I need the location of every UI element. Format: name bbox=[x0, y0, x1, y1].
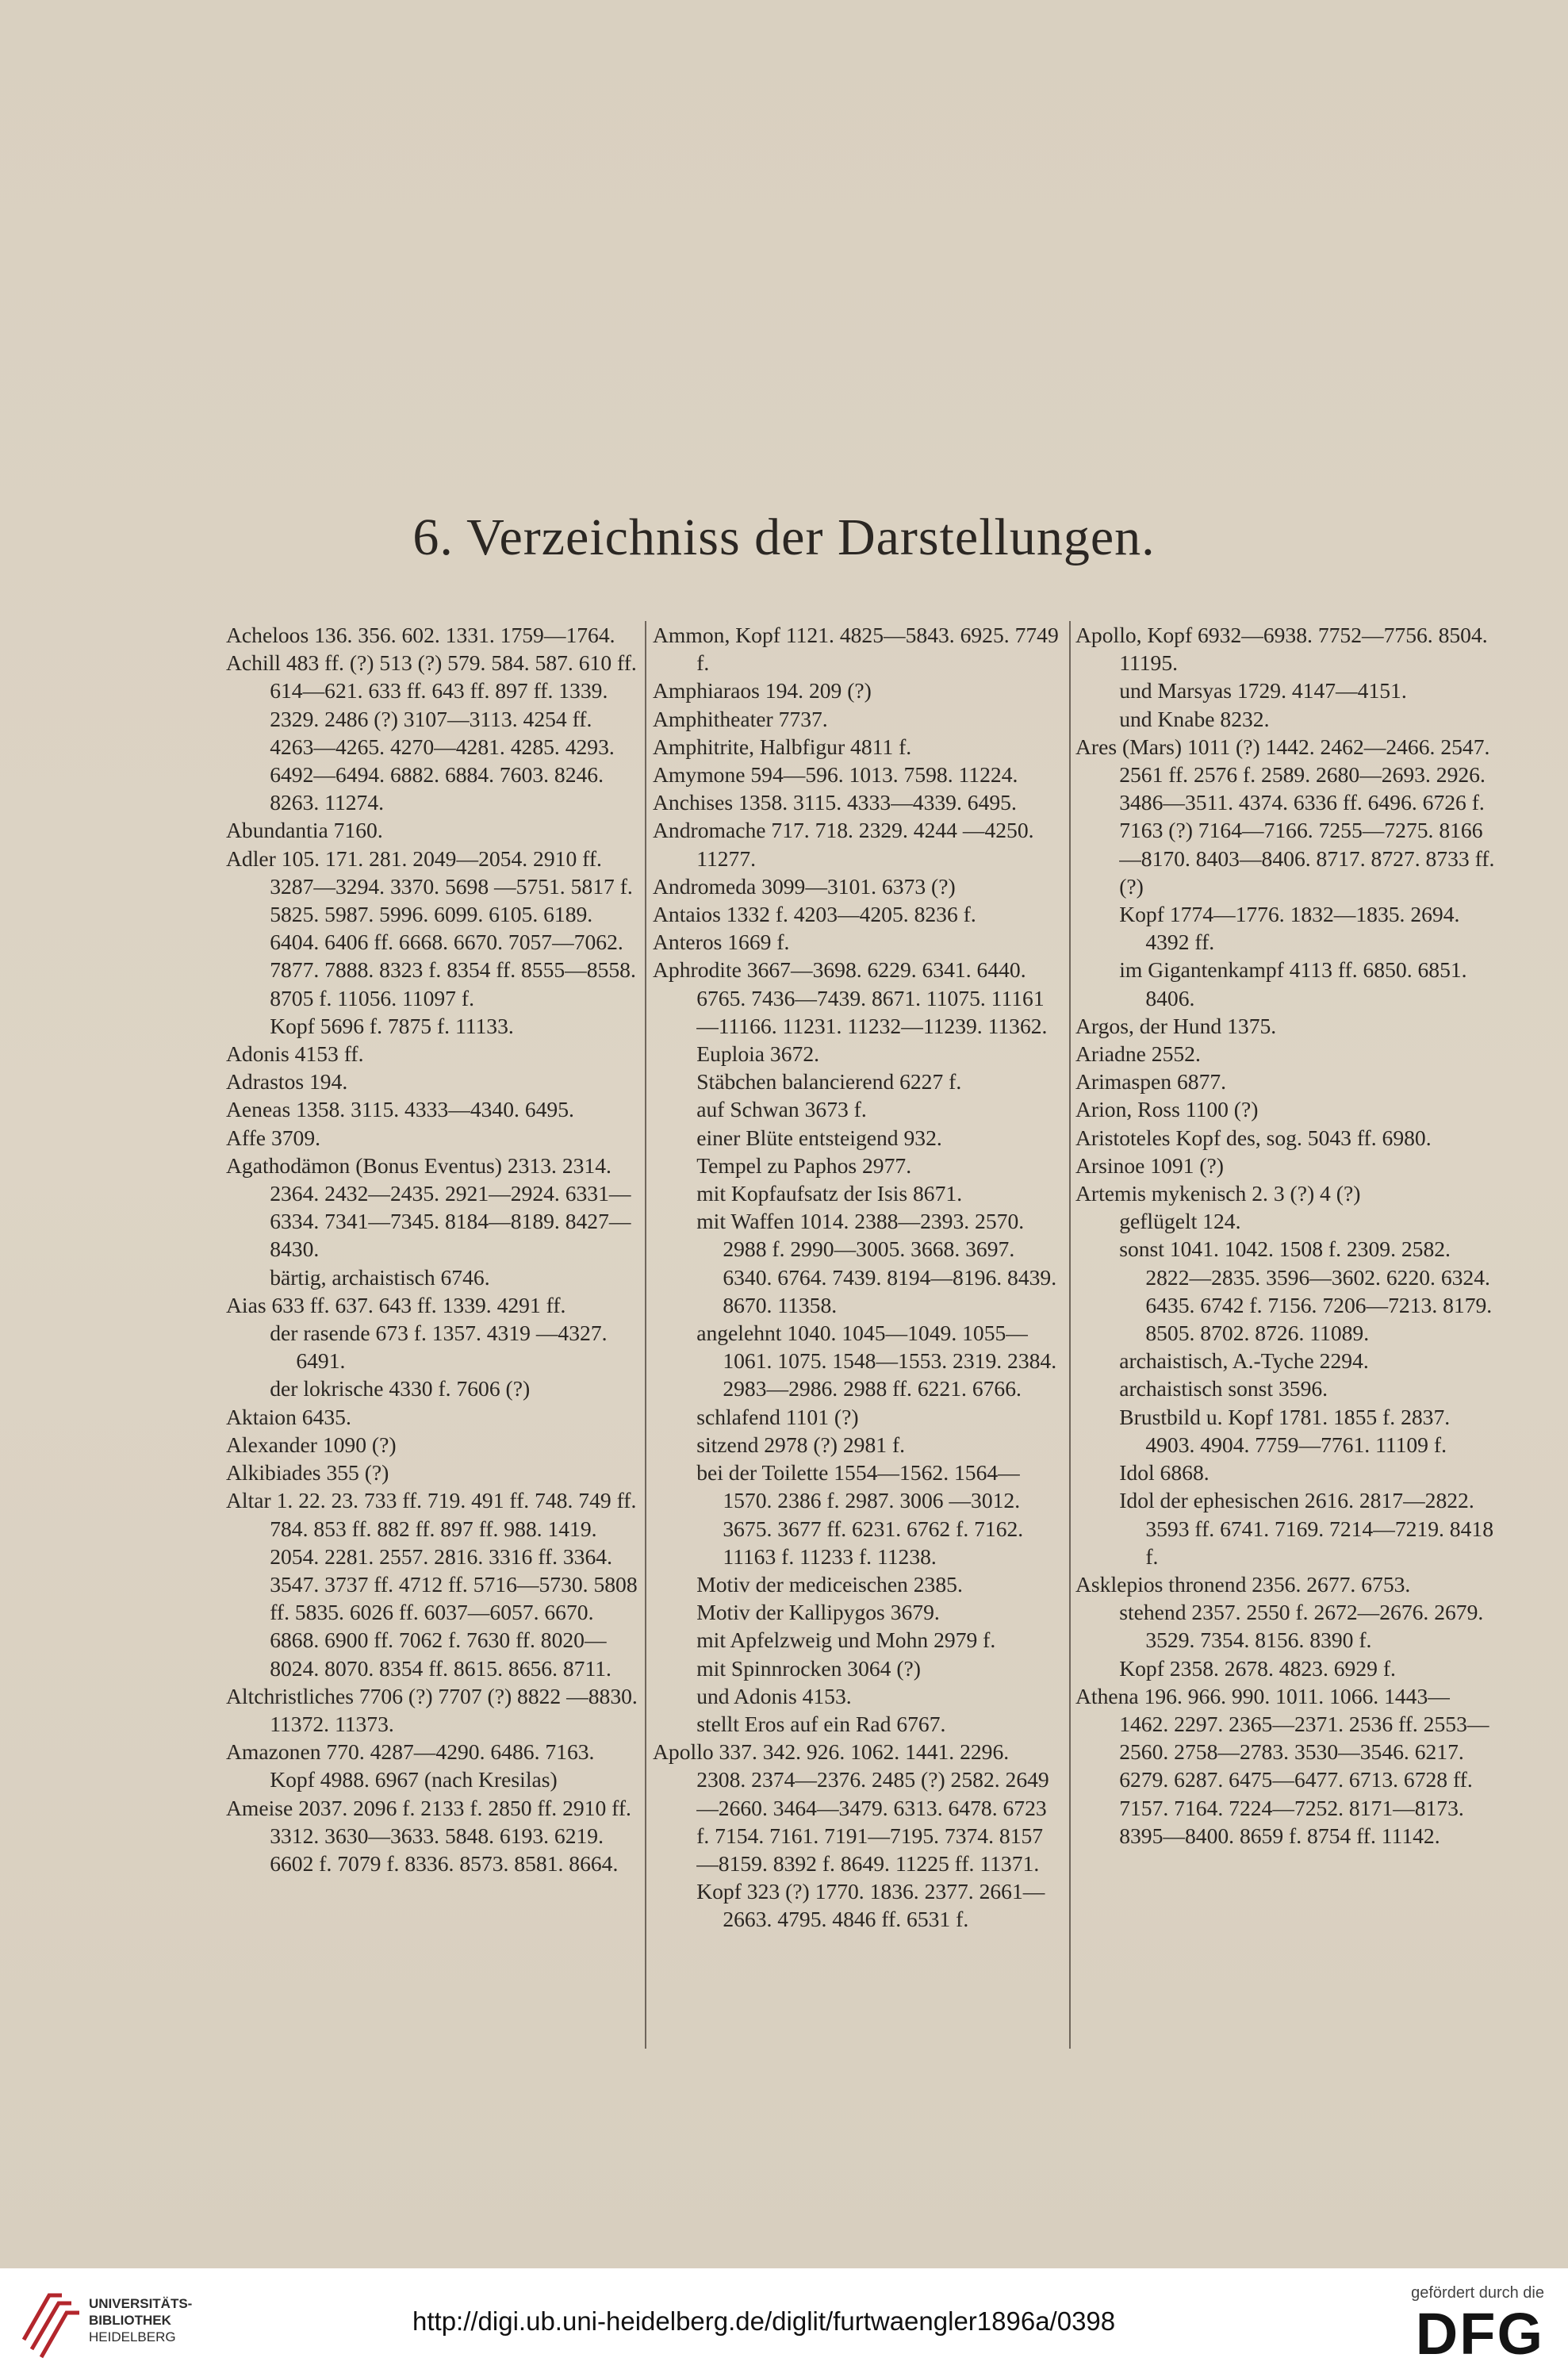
index-subentry: Kopf 1774—1776. 1832—1835. 2694. 4392 ff. bbox=[1119, 902, 1460, 955]
index-subentry: im Gigantenkampf 4113 ff. 6850. 6851. 8406. bbox=[1119, 957, 1467, 1010]
index-entry: Ariadne 2552. bbox=[1075, 1041, 1201, 1067]
index-entry: Arsinoe 1091 (?) bbox=[1075, 1152, 1224, 1178]
index-subentry: mit Apfelzweig und Mohn 2979 f. bbox=[696, 1627, 996, 1653]
index-entry: Amphitheater 7737. bbox=[653, 706, 828, 731]
index-entry: Aristoteles Kopf des, sog. 5043 ff. 6980. bbox=[1075, 1125, 1432, 1150]
index-subentry: archaistisch sonst 3596. bbox=[1119, 1376, 1328, 1401]
index-entry: Alkibiades 355 (?) bbox=[226, 1460, 389, 1486]
index-entry: Abundantia 7160. bbox=[226, 818, 383, 843]
index-subentry: Motiv der Kallipygos 3679. bbox=[696, 1600, 940, 1625]
index-subentry: angelehnt 1040. 1045—1049. 1055—1061. 1075. 1548—1553. 2319. 2384. 2983—2986. 2988 ff. 6221. 6766. bbox=[696, 1321, 1057, 1401]
index-entry: Asklepios thronend 2356. 2677. 6753. bbox=[1075, 1571, 1411, 1597]
index-subentry: Kopf 4988. 6967 (nach Kresilas) bbox=[270, 1767, 558, 1792]
index-subentry: bärtig, archaistisch 6746. bbox=[270, 1264, 490, 1290]
index-subentry: Kopf 5696 f. 7875 f. 11133. bbox=[270, 1013, 514, 1038]
index-entry: Adler 105. 171. 281. 2049—2054. 2910 ff. 3287—3294. 3370. 5698 —5751. 5817 f. 5825. 5987. 5996. 6099. 6105. 6189. 6404. 6406 ff. 6668. 6670. 7057—7062. 7877. 7888. 8323 f. 8354 ff. 8555—8558. 8705 f. 11056. 11097 f. bbox=[226, 845, 636, 1010]
index-subentry: stehend 2357. 2550 f. 2672—2676. 2679. 3529. 7354. 8156. 8390 f. bbox=[1119, 1600, 1484, 1653]
index-entry: Ameise 2037. 2096 f. 2133 f. 2850 ff. 2910 ff. 3312. 3630—3633. 5848. 6193. 6219. 6602 f. 7079 f. 8336. 8573. 8581. 8664. bbox=[226, 1795, 631, 1876]
index-entry: Ares (Mars) 1011 (?) 1442. 2462—2466. 2547. 2561 ff. 2576 f. 2589. 2680—2693. 2926. 3486—3511. 4374. 6336 ff. 6496. 6726 f. 7163 (?) 7164—7166. 7255—7275. 8166—8170. 8403—8406. 8717. 8727. 8733 ff. (?) bbox=[1075, 734, 1495, 899]
index-subentry: Stäbchen balancierend 6227 f. bbox=[696, 1069, 962, 1095]
index-entry: Affe 3709. bbox=[226, 1125, 321, 1150]
index-subentry: und Adonis 4153. bbox=[696, 1683, 852, 1708]
index-entry: Argos, der Hund 1375. bbox=[1075, 1013, 1277, 1038]
index-subentry: sonst 1041. 1042. 1508 f. 2309. 2582. 2822—2835. 3596—3602. 6220. 6324. 6435. 6742 f. 7156. 7206—7213. 8179. 8505. 8702. 8726. 11089. bbox=[1119, 1236, 1493, 1346]
index-entry: Arion, Ross 1100 (?) bbox=[1075, 1097, 1259, 1122]
index-entry: Andromeda 3099—3101. 6373 (?) bbox=[653, 873, 956, 899]
index-subentry: der lokrische 4330 f. 7606 (?) bbox=[270, 1376, 531, 1401]
index-subentry: und Marsyas 1729. 4147—4151. bbox=[1119, 678, 1407, 704]
index-entry: Acheloos 136. 356. 602. 1331. 1759—1764. bbox=[226, 623, 615, 647]
index-subentry: Motiv der mediceischen 2385. bbox=[696, 1571, 963, 1597]
index-subentry: und Knabe 8232. bbox=[1119, 706, 1270, 731]
index-entry: Adrastos 194. bbox=[226, 1069, 348, 1095]
index-subentry: sitzend 2978 (?) 2981 f. bbox=[696, 1432, 906, 1457]
funded-by-label: gefördert durch die bbox=[1411, 2284, 1544, 2302]
index-subentry: Idol der ephesischen 2616. 2817—2822. 3593 ff. 6741. 7169. 7214—7219. 8418 f. bbox=[1119, 1488, 1493, 1569]
index-subentry: Idol 6868. bbox=[1119, 1460, 1210, 1486]
page-title: 6. Verzeichniss der Darstellungen. bbox=[412, 508, 1156, 566]
index-column-3 bbox=[1075, 621, 1496, 2065]
index-entry: Ammon, Kopf 1121. 4825—5843. 6925. 7749 f. bbox=[653, 623, 1059, 676]
index-entry: Altar 1. 22. 23. 733 ff. 719. 491 ff. 748. 749 ff. 784. 853 ff. 882 ff. 897 ff. 988. 1419. 2054. 2281. 2557. 2816. 3316 ff. 3364. 3547. 3737 ff. 4712 ff. 5716—5730. 5808 ff. 5835. 6026 ff. 6037—6057. 6670. 6868. 6900 ff. 7062 f. 7630 ff. 8020—8024. 8070. 8354 ff. 8615. 8656. 8711. bbox=[226, 1488, 638, 1681]
index-entry: Andromache 717. 718. 2329. 4244 —4250. 11277. bbox=[653, 818, 1034, 871]
index-entry: Achill 483 ff. (?) 513 (?) 579. 584. 587. 610 ff. 614—621. 633 ff. 643 ff. 897 ff. 1339. 2329. 2486 (?) 3107—3113. 4254 ff. 4263—4265. 4270—4281. 4285. 4293. 6492—6494. 6882. 6884. 7603. 8246. 8263. 11274. bbox=[226, 650, 637, 815]
index-subentry: archaistisch, A.-Tyche 2294. bbox=[1119, 1348, 1369, 1374]
index-entry: Altchristliches 7706 (?) 7707 (?) 8822 —8830. 11372. 11373. bbox=[226, 1683, 638, 1736]
index-subentry: Kopf 323 (?) 1770. 1836. 2377. 2661—2663. 4795. 4846 ff. 6531 f. bbox=[696, 1879, 1045, 1932]
index-subentry: einer Blüte entsteigend 932. bbox=[696, 1125, 942, 1150]
permalink-url[interactable]: http://digi.ub.uni-heidelberg.de/diglit/furtwaengler1896a/0398 bbox=[412, 2306, 1116, 2336]
column-rule-2 bbox=[1069, 621, 1071, 2049]
viewer-footer bbox=[0, 2268, 1568, 2377]
index-subentry: bei der Toilette 1554—1562. 1564—1570. 2386 f. 2987. 3006 —3012. 3675. 3677 ff. 6231. 6762 f. 7162. 11163 f. 11233 f. 11238. bbox=[696, 1460, 1024, 1569]
index-subentry: mit Kopfaufsatz der Isis 8671. bbox=[696, 1181, 963, 1206]
index-subentry: Tempel zu Paphos 2977. bbox=[696, 1152, 912, 1178]
index-entry: Athena 196. 966. 990. 1011. 1066. 1443—1462. 2297. 2365—2371. 2536 ff. 2553—2560. 2758—2783. 3530—3546. 6217. 6279. 6287. 6475—6477. 6713. 6728 ff. 7157. 7164. 7224—7252. 8171—8173. 8395—8400. 8659 f. 8754 ff. 11142. bbox=[1075, 1683, 1489, 1848]
index-entry: Arimaspen 6877. bbox=[1075, 1069, 1227, 1095]
index-entry: Amymone 594—596. 1013. 7598. 11224. bbox=[653, 762, 1018, 788]
index-subentry: Kopf 2358. 2678. 4823. 6929 f. bbox=[1119, 1655, 1396, 1681]
column-rule-1 bbox=[645, 621, 646, 2049]
dfg-logo: DFG bbox=[1415, 2301, 1544, 2367]
index-entry: Aktaion 6435. bbox=[226, 1404, 351, 1429]
index-entry: Aeneas 1358. 3115. 4333—4340. 6495. bbox=[226, 1097, 574, 1122]
library-name-line-2: BIBLIOTHEK bbox=[89, 2313, 171, 2328]
index-entry: Amphiaraos 194. 209 (?) bbox=[653, 678, 872, 704]
index-entry: Amphitrite, Halbfigur 4811 f. bbox=[653, 734, 912, 759]
index-entry: Apollo, Kopf 6932—6938. 7752—7756. 8504. 11195. bbox=[1075, 623, 1488, 676]
index-entry: Anchises 1358. 3115. 4333—4339. 6495. bbox=[653, 790, 1017, 815]
index-subentry: geflügelt 124. bbox=[1119, 1209, 1241, 1234]
index-subentry: mit Waffen 1014. 2388—2393. 2570. 2988 f. 2990—3005. 3668. 3697. 6340. 6764. 7439. 8194—8196. 8439. 8670. 11358. bbox=[696, 1209, 1057, 1317]
index-entry: Aias 633 ff. 637. 643 ff. 1339. 4291 ff. bbox=[226, 1292, 566, 1317]
index-entry: Anteros 1669 f. bbox=[653, 930, 790, 955]
index-subentry: mit Spinnrocken 3064 (?) bbox=[696, 1655, 921, 1681]
index-subentry: schlafend 1101 (?) bbox=[696, 1404, 859, 1429]
index-entry: Amazonen 770. 4287—4290. 6486. 7163. bbox=[226, 1739, 595, 1765]
index-entry: Antaios 1332 f. 4203—4205. 8236 f. bbox=[653, 902, 976, 927]
index-entry: Adonis 4153 ff. bbox=[226, 1041, 364, 1067]
index-subentry: Brustbild u. Kopf 1781. 1855 f. 2837. 4903. 4904. 7759—7761. 11109 f. bbox=[1119, 1404, 1451, 1457]
index-subentry: auf Schwan 3673 f. bbox=[696, 1097, 867, 1122]
library-name-line-3: HEIDELBERG bbox=[89, 2329, 176, 2344]
library-name bbox=[89, 2295, 192, 2345]
library-name-line-1: UNIVERSITÄTS- bbox=[89, 2296, 193, 2311]
index-column-2 bbox=[653, 621, 1064, 2065]
index-entry: Apollo 337. 342. 926. 1062. 1441. 2296. 2308. 2374—2376. 2485 (?) 2582. 2649—2660. 3464—3479. 6313. 6478. 6723 f. 7154. 7161. 7191—7195. 7374. 8157—8159. 8392 f. 8649. 11225 ff. 11371. bbox=[653, 1739, 1049, 1876]
index-column-1 bbox=[226, 621, 638, 2065]
index-subentry: stellt Eros auf ein Rad 6767. bbox=[696, 1711, 946, 1736]
index-entry: Artemis mykenisch 2. 3 (?) 4 (?) bbox=[1075, 1181, 1361, 1206]
index-entry: Aphrodite 3667—3698. 6229. 6341. 6440. 6765. 7436—7439. 8671. 11075. 11161—11166. 11231. 11232—11239. 11362. bbox=[653, 957, 1048, 1038]
index-entry: Agathodämon (Bonus Eventus) 2313. 2314. 2364. 2432—2435. 2921—2924. 6331—6334. 7341—7345. 8184—8189. 8427—8430. bbox=[226, 1152, 631, 1262]
index-subentry: Euploia 3672. bbox=[696, 1041, 820, 1067]
index-entry: Alexander 1090 (?) bbox=[226, 1432, 397, 1457]
index-subentry: der rasende 673 f. 1357. 4319 —4327. 6491. bbox=[270, 1321, 608, 1374]
